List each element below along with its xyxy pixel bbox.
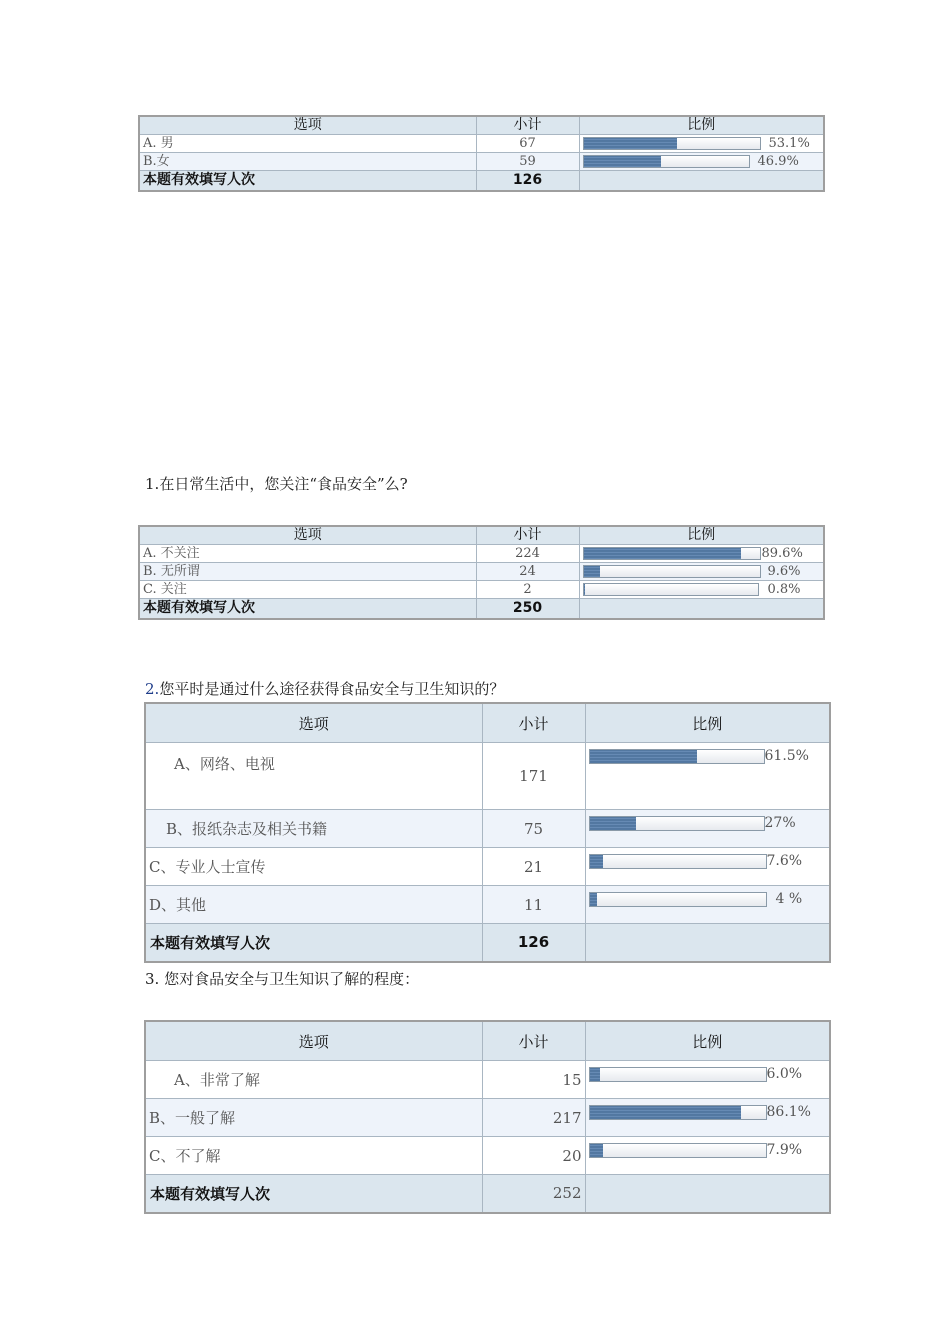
header-count: 小计: [482, 1021, 585, 1061]
option-label: A. 男: [139, 135, 476, 153]
option-label: A、非常了解: [145, 1061, 482, 1099]
total-label: 本题有效填写人次: [139, 599, 476, 620]
option-label: D、其他: [145, 886, 482, 924]
total-ratio-empty: [579, 599, 824, 620]
question-text: 3. 您对食品安全与卫生知识了解的程度：: [145, 970, 420, 988]
option-label: B、一般了解: [145, 1099, 482, 1137]
percent-label: 7.9%: [766, 1142, 803, 1158]
progress-fill: [590, 1106, 742, 1119]
percent-label: 46.9%: [757, 154, 799, 169]
header-option: 选项: [145, 703, 482, 743]
progress-bar: [589, 816, 765, 831]
total-count: 250: [476, 599, 579, 620]
table-row: [145, 1137, 830, 1175]
option-label: C、不了解: [145, 1137, 482, 1175]
question-title: [145, 968, 419, 989]
ratio-cell: [585, 1061, 830, 1099]
ratio-cell: [585, 1137, 830, 1175]
table-row: [139, 545, 824, 563]
count-value: 67: [476, 135, 579, 153]
table-row: [145, 743, 830, 810]
total-row: [145, 924, 830, 962]
option-label: C. 关注: [139, 581, 476, 599]
percent-label: 89.6%: [761, 546, 803, 561]
total-label: 本题有效填写人次: [145, 1175, 482, 1213]
count-value: 21: [482, 848, 585, 886]
progress-bar: [589, 749, 765, 764]
option-label: A. 不关注: [139, 545, 476, 563]
header-count: 小计: [482, 703, 585, 743]
question-title: [145, 473, 408, 494]
progress-fill: [590, 750, 697, 763]
progress-bar: [589, 1067, 767, 1082]
header-option: 选项: [139, 116, 476, 135]
header-option: 选项: [139, 526, 476, 545]
total-count: 252: [482, 1175, 585, 1213]
progress-bar: [583, 547, 761, 560]
table-row: [145, 886, 830, 924]
question-title: [145, 678, 504, 699]
table-row: [145, 848, 830, 886]
table-header-row: [145, 703, 830, 743]
total-ratio-empty: [585, 1175, 830, 1213]
table-header-row: [145, 1021, 830, 1061]
total-count: 126: [476, 171, 579, 192]
progress-fill: [584, 566, 601, 577]
ratio-cell: [585, 810, 830, 848]
gender-table: [138, 115, 825, 192]
progress-fill: [590, 1068, 601, 1081]
progress-bar: [583, 583, 759, 596]
count-value: 2: [476, 581, 579, 599]
progress-bar: [589, 1143, 767, 1158]
table-row: [139, 135, 824, 153]
progress-bar: [583, 565, 761, 578]
total-label: 本题有效填写人次: [145, 924, 482, 962]
total-row: [145, 1175, 830, 1213]
table-row: [139, 153, 824, 171]
count-value: 11: [482, 886, 585, 924]
ratio-cell: [585, 848, 830, 886]
table-row: [145, 1061, 830, 1099]
progress-fill: [584, 584, 585, 595]
count-value: 75: [482, 810, 585, 848]
table-row: [139, 563, 824, 581]
ratio-cell: [585, 743, 830, 810]
percent-label: 6.0%: [766, 1066, 803, 1082]
q3-table: [144, 1020, 831, 1214]
question-text: 您平时是通过什么途径获得食品安全与卫生知识的？: [159, 680, 505, 698]
progress-fill: [584, 548, 742, 559]
count-value: 171: [482, 743, 585, 810]
percent-label: 61.5%: [764, 748, 809, 764]
table-row: [139, 581, 824, 599]
progress-bar: [583, 137, 761, 150]
question-number: 1.: [145, 475, 160, 493]
header-ratio: 比例: [579, 526, 824, 545]
total-label: 本题有效填写人次: [139, 171, 476, 192]
progress-fill: [590, 855, 603, 868]
table-header-row: [139, 526, 824, 545]
header-count: 小计: [476, 116, 579, 135]
ratio-cell: [579, 563, 824, 581]
option-label: B. 无所谓: [139, 563, 476, 581]
percent-label: 53.1%: [768, 136, 810, 151]
ratio-cell: [579, 545, 824, 563]
option-label: A、网络、电视: [145, 743, 482, 810]
q1-table: [138, 525, 825, 620]
progress-fill: [590, 817, 637, 830]
table-row: [145, 1099, 830, 1137]
total-ratio-empty: [585, 924, 830, 962]
count-value: 15: [482, 1061, 585, 1099]
total-count: 126: [482, 924, 585, 962]
option-label: C、专业人士宣传: [145, 848, 482, 886]
table-header-row: [139, 116, 824, 135]
ratio-cell: [585, 1099, 830, 1137]
percent-label: 9.6%: [767, 564, 801, 579]
count-value: 224: [476, 545, 579, 563]
progress-fill: [590, 893, 597, 906]
progress-bar: [589, 892, 767, 907]
count-value: 59: [476, 153, 579, 171]
progress-bar: [589, 854, 767, 869]
header-ratio: 比例: [585, 703, 830, 743]
q2-table: [144, 702, 831, 963]
question-text: 在日常生活中，您关注“食品安全”么?: [159, 475, 408, 493]
progress-fill: [584, 156, 661, 167]
header-count: 小计: [476, 526, 579, 545]
percent-label: 0.8%: [767, 582, 801, 597]
option-label: B.女: [139, 153, 476, 171]
header-ratio: 比例: [579, 116, 824, 135]
count-value: 20: [482, 1137, 585, 1175]
percent-label: 7.6%: [766, 853, 803, 869]
progress-fill: [584, 138, 677, 149]
ratio-cell: [585, 886, 830, 924]
option-label: B、报纸杂志及相关书籍: [145, 810, 482, 848]
total-row: [139, 599, 824, 620]
progress-bar: [589, 1105, 767, 1120]
percent-label: 27%: [764, 815, 796, 831]
count-value: 24: [476, 563, 579, 581]
ratio-cell: [579, 153, 824, 171]
progress-fill: [590, 1144, 604, 1157]
count-value: 217: [482, 1099, 585, 1137]
total-row: [139, 171, 824, 192]
header-ratio: 比例: [585, 1021, 830, 1061]
total-ratio-empty: [579, 171, 824, 192]
header-option: 选项: [145, 1021, 482, 1061]
percent-label: 4 %: [775, 891, 803, 907]
ratio-cell: [579, 135, 824, 153]
percent-label: 86.1%: [766, 1104, 811, 1120]
progress-bar: [583, 155, 750, 168]
ratio-cell: [579, 581, 824, 599]
question-number: 2.: [145, 680, 160, 698]
table-row: [145, 810, 830, 848]
